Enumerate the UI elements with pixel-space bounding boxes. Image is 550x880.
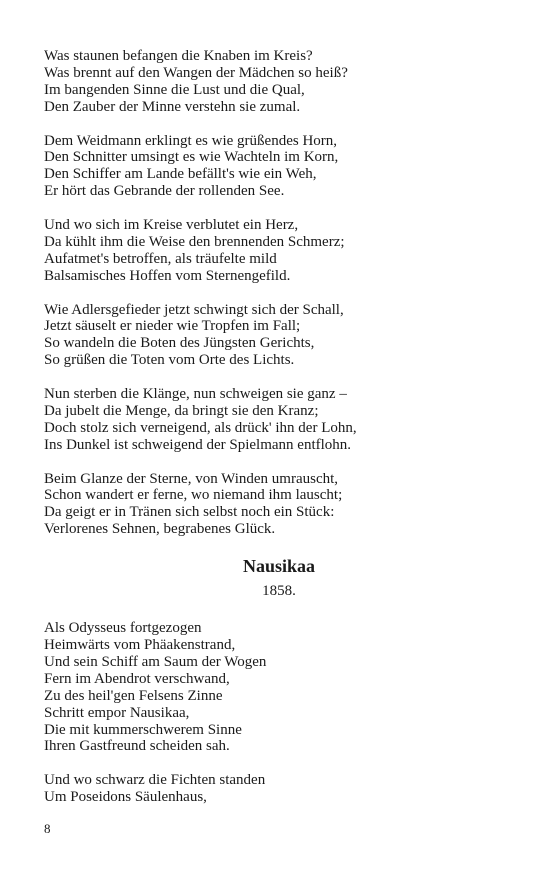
verse-line: Balsamisches Hoffen vom Sternengefild. bbox=[44, 267, 291, 284]
poem-continuation bbox=[44, 48, 514, 538]
verse-line: Den Schnitter umsingt es wie Wachteln im Korn, bbox=[44, 149, 339, 166]
verse-line: Doch stolz sich verneigend, als drück' ihn der Lohn, bbox=[44, 419, 357, 436]
stanza bbox=[44, 386, 514, 454]
verse-line: Und wo schwarz die Fichten standen bbox=[44, 772, 266, 789]
verse-line: So wandeln die Boten des Jüngsten Gerichts, bbox=[44, 335, 315, 352]
page-number: 8 bbox=[44, 821, 51, 836]
stanza bbox=[44, 772, 514, 806]
verse-line: Im bangenden Sinne die Lust und die Qual, bbox=[44, 81, 305, 98]
verse-line: Schon wandert er ferne, wo niemand ihm lauscht; bbox=[44, 487, 343, 504]
poem-nausikaa bbox=[44, 555, 514, 806]
stanza bbox=[44, 217, 514, 285]
verse-line: Was staunen befangen die Knaben im Kreis? bbox=[44, 48, 313, 64]
verse-line: Heimwärts vom Phäakenstrand, bbox=[44, 637, 236, 653]
verse-line: Wie Adlersgefieder jetzt schwingt sich der Schall, bbox=[44, 301, 344, 318]
verse-line: Den Schiffer am Lande befällt's wie ein Weh, bbox=[44, 166, 317, 183]
verse-line: Den Zauber der Minne verstehn sie zumal. bbox=[44, 98, 301, 115]
stanza bbox=[44, 471, 514, 539]
verse-line: Aufatmet's betroffen, als träufelte mild bbox=[44, 250, 277, 267]
verse-line: Er hört das Gebrande der rollenden See. bbox=[44, 183, 285, 200]
verse-line: Dem Weidmann erklingt es wie grüßendes Horn, bbox=[44, 132, 338, 149]
verse-line: Nun sterben die Klänge, nun schweigen sie ganz – bbox=[44, 386, 347, 403]
verse-line: Jetzt säuselt er nieder wie Tropfen im Fall; bbox=[44, 318, 301, 335]
verse-line: Was brennt auf den Wangen der Mädchen so heiß? bbox=[44, 64, 348, 81]
stanza bbox=[44, 302, 514, 370]
verse-line: Die mit kummerschwerem Sinne bbox=[44, 721, 242, 738]
verse-line: Da kühlt ihm die Weise den brennenden Schmerz; bbox=[44, 233, 345, 250]
stanza bbox=[44, 48, 514, 116]
verse-line: Da jubelt die Menge, da bringt sie den Kranz; bbox=[44, 402, 319, 419]
verse-line: Beim Glanze der Sterne, von Winden umrauscht, bbox=[44, 470, 339, 487]
poem-year: 1858. bbox=[262, 583, 296, 600]
stanza bbox=[44, 133, 514, 201]
verse-line: Ins Dunkel ist schweigend der Spielmann entflohn. bbox=[44, 436, 352, 453]
verse-line: Und wo sich im Kreise verblutet ein Herz, bbox=[44, 217, 299, 234]
verse-line: Zu des heil'gen Felsens Zinne bbox=[44, 687, 223, 704]
verse-line: Fern im Abendrot verschwand, bbox=[44, 670, 230, 687]
verse-line: Da geigt er in Tränen sich selbst noch ein Stück: bbox=[44, 504, 335, 521]
verse-line: Um Poseidons Säulenhaus, bbox=[44, 789, 207, 806]
verse-line: Schritt empor Nausikaa, bbox=[44, 704, 190, 721]
verse-line: Als Odysseus fortgezogen bbox=[44, 620, 202, 637]
verse-line: Und sein Schiff am Saum der Wogen bbox=[44, 653, 267, 670]
stanza bbox=[44, 620, 514, 755]
verse-line: Ihren Gastfreund scheiden sah. bbox=[44, 738, 230, 755]
page-body bbox=[44, 48, 514, 823]
verse-line: So grüßen die Toten vom Orte des Lichts. bbox=[44, 352, 295, 369]
poem-title: Nausikaa bbox=[242, 556, 316, 577]
verse-line: Verlorenes Sehnen, begrabenes Glück. bbox=[44, 521, 276, 538]
